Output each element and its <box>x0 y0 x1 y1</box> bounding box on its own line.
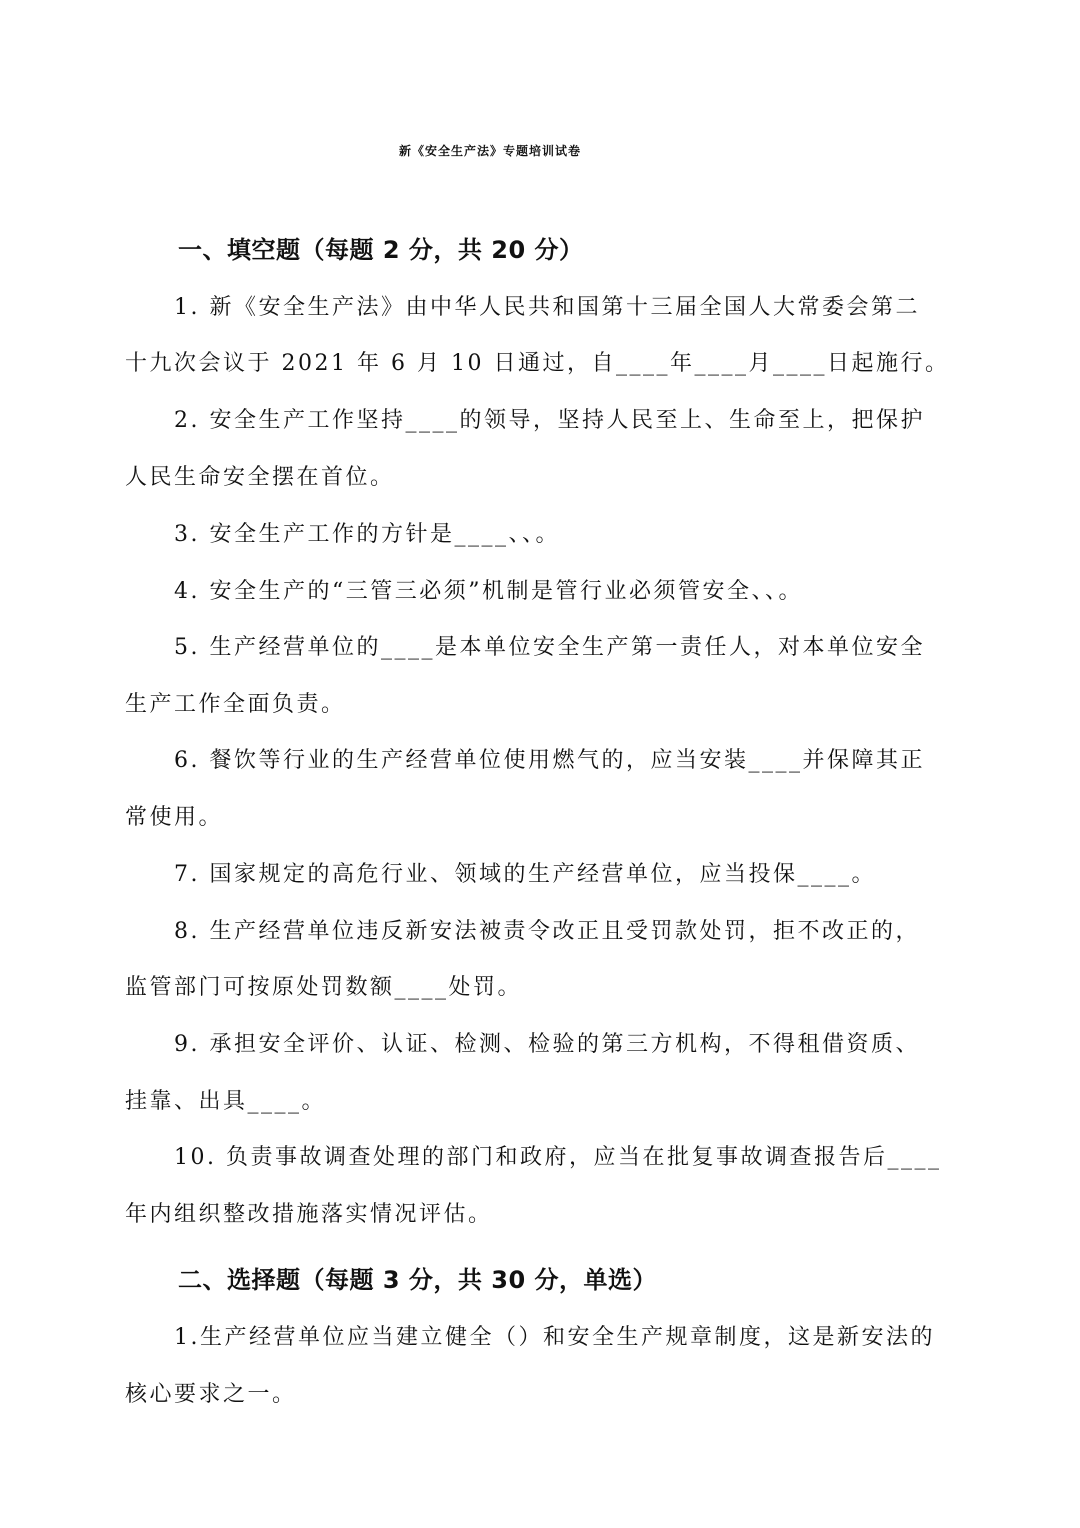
question-2-line-2: 人民生命安全摆在首位。 <box>125 465 395 490</box>
section-heading-multiple-choice: 二、选择题（每题 3 分，共 30 分，单选） <box>178 1266 658 1294</box>
question-1-line-2: 十九次会议于 2021 年 6 月 10 日通过，自____年____月____日起施行。 <box>125 351 950 376</box>
question-9-line-1: 9. 承担安全评价、认证、检测、检验的第三方机构，不得租借资质、 <box>174 1032 920 1057</box>
choice-question-1-line-2: 核心要求之一。 <box>125 1382 297 1407</box>
question-10-line-1: 10. 负责事故调查处理的部门和政府，应当在批复事故调查报告后____ <box>174 1145 942 1170</box>
question-2-line-1: 2. 安全生产工作坚持____的领导，坚持人民至上、生命至上，把保护 <box>174 408 925 433</box>
question-3-line-1: 3. 安全生产工作的方针是____、、。 <box>174 522 560 547</box>
question-8-line-2: 监管部门可按原处罚数额____处罚。 <box>125 975 523 1000</box>
question-1-line-1: 1. 新《安全生产法》由中华人民共和国第十三届全国人大常委会第二 <box>174 295 920 320</box>
question-6-line-1: 6. 餐饮等行业的生产经营单位使用燃气的，应当安装____并保障其正 <box>174 748 925 773</box>
section-heading-fill-in: 一、填空题（每题 2 分，共 20 分） <box>178 236 584 264</box>
question-7-line-1: 7. 国家规定的高危行业、领域的生产经营单位，应当投保____。 <box>174 862 876 887</box>
question-5-line-2: 生产工作全面负责。 <box>125 692 346 717</box>
question-8-line-1: 8. 生产经营单位违反新安法被责令改正且受罚款处罚，拒不改正的， <box>174 919 920 944</box>
question-5-line-1: 5. 生产经营单位的____是本单位安全生产第一责任人，对本单位安全 <box>174 635 925 660</box>
question-6-line-2: 常使用。 <box>125 805 224 830</box>
page-title: 新《安全生产法》专题培训试卷 <box>398 144 581 158</box>
question-10-line-2: 年内组织整改措施落实情况评估。 <box>125 1202 493 1227</box>
choice-question-1-line-1: 1.生产经营单位应当建立健全（）和安全生产规章制度，这是新安法的 <box>174 1325 935 1350</box>
question-9-line-2: 挂靠、出具____。 <box>125 1089 327 1114</box>
question-4-line-1: 4. 安全生产的“三管三必须”机制是管行业必须管安全、、。 <box>174 579 803 604</box>
